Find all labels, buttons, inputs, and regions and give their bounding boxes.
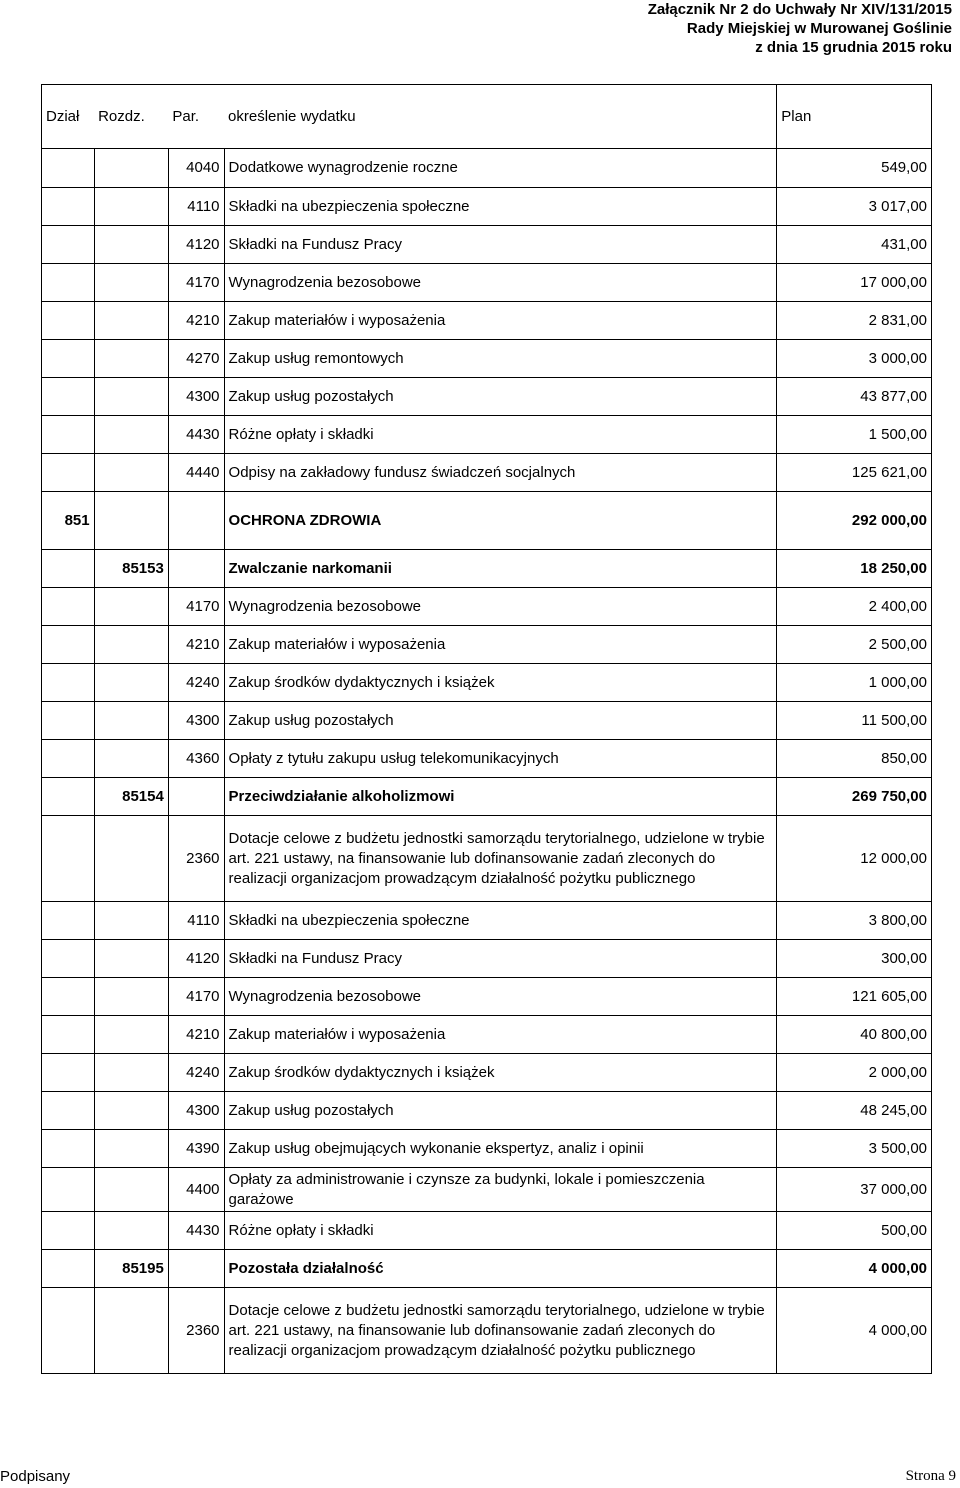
cell-par: 4300 (168, 702, 224, 740)
cell-desc: Zakup materiałów i wyposażenia (224, 1016, 777, 1054)
cell-dzial (42, 340, 95, 378)
cell-dzial (42, 149, 95, 188)
cell-desc: Zakup usług obejmujących wykonanie ekspertyz, analiz i opinii (224, 1130, 777, 1168)
cell-desc: Odpisy na zakładowy fundusz świadczeń socjalnych (224, 454, 777, 492)
cell-rozdz: 85195 (94, 1250, 168, 1288)
cell-rozdz (94, 1054, 168, 1092)
cell-dzial (42, 454, 95, 492)
table-row (42, 740, 932, 778)
cell-plan: 500,00 (777, 1212, 932, 1250)
cell-par: 4300 (168, 378, 224, 416)
cell-rozdz (94, 1016, 168, 1054)
cell-plan: 269 750,00 (777, 778, 932, 816)
cell-plan: 48 245,00 (777, 1092, 932, 1130)
cell-desc: Zakup materiałów i wyposażenia (224, 302, 777, 340)
cell-rozdz (94, 626, 168, 664)
cell-rozdz (94, 1168, 168, 1212)
table-row (42, 902, 932, 940)
header-line-2: Rady Miejskiej w Murowanej Goślinie (686, 20, 952, 37)
cell-par: 4430 (168, 416, 224, 454)
table-row (42, 1092, 932, 1130)
cell-dzial (42, 1092, 95, 1130)
header-line-3: z dnia 15 grudnia 2015 roku (755, 39, 952, 56)
table-row (42, 378, 932, 416)
cell-desc: Składki na ubezpieczenia społeczne (224, 188, 777, 226)
cell-rozdz (94, 1092, 168, 1130)
cell-dzial (42, 226, 95, 264)
cell-plan: 300,00 (777, 940, 932, 978)
document-header (648, 0, 952, 57)
cell-plan: 40 800,00 (777, 1016, 932, 1054)
col-header-par: Par. (168, 85, 224, 149)
cell-dzial: 851 (42, 492, 95, 550)
cell-dzial (42, 550, 95, 588)
budget-table (41, 84, 932, 1374)
table-row (42, 149, 932, 188)
cell-par: 4390 (168, 1130, 224, 1168)
col-header-desc: określenie wydatku (224, 85, 777, 149)
table-row (42, 1016, 932, 1054)
cell-par: 4360 (168, 740, 224, 778)
cell-dzial (42, 778, 95, 816)
table-row (42, 416, 932, 454)
table-row (42, 1250, 932, 1288)
cell-desc: Różne opłaty i składki (224, 416, 777, 454)
cell-rozdz (94, 149, 168, 188)
cell-plan: 1 500,00 (777, 416, 932, 454)
cell-rozdz (94, 302, 168, 340)
cell-par: 4240 (168, 1054, 224, 1092)
cell-plan: 3 800,00 (777, 902, 932, 940)
cell-dzial (42, 1288, 95, 1374)
col-header-plan: Plan (777, 85, 932, 149)
table-row (42, 626, 932, 664)
cell-dzial (42, 188, 95, 226)
cell-par: 4210 (168, 626, 224, 664)
cell-par (168, 492, 224, 550)
table-row (42, 816, 932, 902)
cell-desc: Wynagrodzenia bezosobowe (224, 588, 777, 626)
table-row (42, 978, 932, 1016)
cell-par: 4120 (168, 940, 224, 978)
table-row (42, 778, 932, 816)
cell-par: 2360 (168, 1288, 224, 1374)
table-row (42, 588, 932, 626)
cell-par: 4300 (168, 1092, 224, 1130)
cell-plan: 2 831,00 (777, 302, 932, 340)
cell-par: 4170 (168, 264, 224, 302)
cell-rozdz (94, 454, 168, 492)
table-row (42, 550, 932, 588)
cell-dzial (42, 816, 95, 902)
cell-rozdz (94, 940, 168, 978)
cell-desc: Przeciwdziałanie alkoholizmowi (224, 778, 777, 816)
cell-dzial (42, 1212, 95, 1250)
cell-par: 4040 (168, 149, 224, 188)
cell-par: 4210 (168, 302, 224, 340)
cell-dzial (42, 940, 95, 978)
cell-rozdz (94, 340, 168, 378)
cell-dzial (42, 902, 95, 940)
cell-plan: 11 500,00 (777, 702, 932, 740)
cell-rozdz (94, 1212, 168, 1250)
col-header-dzial: Dział (42, 85, 95, 149)
cell-par: 4170 (168, 588, 224, 626)
cell-desc: Opłaty z tytułu zakupu usług telekomunikacyjnych (224, 740, 777, 778)
cell-dzial (42, 626, 95, 664)
table-header (42, 85, 932, 149)
table-row (42, 492, 932, 550)
footer-page-number: Strona 9 (905, 1468, 956, 1484)
cell-par: 4270 (168, 340, 224, 378)
cell-dzial (42, 1016, 95, 1054)
cell-dzial (42, 664, 95, 702)
table-row (42, 664, 932, 702)
cell-desc: Dotacje celowe z budżetu jednostki samorządu terytorialnego, udzielone w trybie art. 221 ustawy, na finansowanie lub dofinansowanie zadań zleconych do realizacji organizacjom prowadzącym działalność pożytku publicznego (224, 1288, 777, 1374)
cell-desc: Zakup usług pozostałych (224, 378, 777, 416)
cell-par: 4240 (168, 664, 224, 702)
cell-par (168, 778, 224, 816)
cell-desc: Dotacje celowe z budżetu jednostki samorządu terytorialnego, udzielone w trybie art. 221 ustawy, na finansowanie lub dofinansowanie zadań zleconych do realizacji organizacjom prowadzącym działalność pożytku publicznego (224, 816, 777, 902)
cell-desc: Zakup usług pozostałych (224, 702, 777, 740)
cell-dzial (42, 1130, 95, 1168)
table-row (42, 1288, 932, 1374)
cell-plan: 292 000,00 (777, 492, 932, 550)
cell-plan: 18 250,00 (777, 550, 932, 588)
cell-dzial (42, 1054, 95, 1092)
cell-rozdz (94, 664, 168, 702)
cell-rozdz (94, 378, 168, 416)
cell-plan: 17 000,00 (777, 264, 932, 302)
cell-dzial (42, 588, 95, 626)
cell-rozdz (94, 188, 168, 226)
cell-desc: Opłaty za administrowanie i czynsze za budynki, lokale i pomieszczenia garażowe (224, 1168, 777, 1212)
cell-dzial (42, 1250, 95, 1288)
cell-plan: 121 605,00 (777, 978, 932, 1016)
table-row (42, 188, 932, 226)
table-row (42, 340, 932, 378)
cell-par: 4110 (168, 902, 224, 940)
cell-plan: 4 000,00 (777, 1250, 932, 1288)
cell-desc: Zwalczanie narkomanii (224, 550, 777, 588)
table-row (42, 1130, 932, 1168)
cell-plan: 549,00 (777, 149, 932, 188)
cell-desc: Zakup środków dydaktycznych i książek (224, 664, 777, 702)
cell-dzial (42, 702, 95, 740)
cell-rozdz (94, 1130, 168, 1168)
cell-rozdz (94, 978, 168, 1016)
cell-dzial (42, 264, 95, 302)
table-row (42, 302, 932, 340)
cell-par: 4170 (168, 978, 224, 1016)
cell-rozdz (94, 264, 168, 302)
cell-desc: Zakup materiałów i wyposażenia (224, 626, 777, 664)
table-row (42, 454, 932, 492)
header-line-1: Załącznik Nr 2 do Uchwały Nr XIV/131/2015 (647, 1, 952, 18)
cell-desc: Pozostała działalność (224, 1250, 777, 1288)
table-row (42, 1168, 932, 1212)
cell-par (168, 1250, 224, 1288)
cell-plan: 125 621,00 (777, 454, 932, 492)
cell-plan: 3 000,00 (777, 340, 932, 378)
cell-plan: 3 017,00 (777, 188, 932, 226)
cell-rozdz (94, 816, 168, 902)
cell-dzial (42, 302, 95, 340)
cell-dzial (42, 378, 95, 416)
cell-par: 4210 (168, 1016, 224, 1054)
cell-plan: 431,00 (777, 226, 932, 264)
cell-rozdz (94, 1288, 168, 1374)
cell-rozdz (94, 902, 168, 940)
cell-rozdz (94, 740, 168, 778)
cell-rozdz: 85154 (94, 778, 168, 816)
table-row (42, 940, 932, 978)
cell-plan: 850,00 (777, 740, 932, 778)
cell-desc: Zakup usług pozostałych (224, 1092, 777, 1130)
cell-par: 4110 (168, 188, 224, 226)
cell-plan: 43 877,00 (777, 378, 932, 416)
cell-par: 4400 (168, 1168, 224, 1212)
table-row (42, 1212, 932, 1250)
cell-plan: 1 000,00 (777, 664, 932, 702)
table-row (42, 702, 932, 740)
footer-signed: Podpisany (0, 1468, 71, 1485)
cell-rozdz (94, 226, 168, 264)
cell-dzial (42, 1168, 95, 1212)
cell-par (168, 550, 224, 588)
cell-desc: Wynagrodzenia bezosobowe (224, 978, 777, 1016)
cell-rozdz (94, 702, 168, 740)
cell-plan: 12 000,00 (777, 816, 932, 902)
cell-rozdz: 85153 (94, 550, 168, 588)
cell-dzial (42, 416, 95, 454)
cell-desc: Składki na Fundusz Pracy (224, 226, 777, 264)
cell-desc: Dodatkowe wynagrodzenie roczne (224, 149, 777, 188)
cell-plan: 37 000,00 (777, 1168, 932, 1212)
table-row (42, 264, 932, 302)
cell-rozdz (94, 588, 168, 626)
cell-par: 4440 (168, 454, 224, 492)
cell-desc: Zakup usług remontowych (224, 340, 777, 378)
cell-dzial (42, 740, 95, 778)
table-row (42, 226, 932, 264)
cell-par: 4430 (168, 1212, 224, 1250)
cell-plan: 2 400,00 (777, 588, 932, 626)
cell-desc: OCHRONA ZDROWIA (224, 492, 777, 550)
cell-dzial (42, 978, 95, 1016)
cell-par: 4120 (168, 226, 224, 264)
cell-par: 2360 (168, 816, 224, 902)
col-header-rozdz: Rozdz. (94, 85, 168, 149)
cell-desc: Składki na ubezpieczenia społeczne (224, 902, 777, 940)
cell-rozdz (94, 492, 168, 550)
cell-rozdz (94, 416, 168, 454)
table-row (42, 1054, 932, 1092)
cell-plan: 2 000,00 (777, 1054, 932, 1092)
cell-plan: 4 000,00 (777, 1288, 932, 1374)
cell-desc: Różne opłaty i składki (224, 1212, 777, 1250)
cell-desc: Składki na Fundusz Pracy (224, 940, 777, 978)
cell-plan: 3 500,00 (777, 1130, 932, 1168)
cell-plan: 2 500,00 (777, 626, 932, 664)
cell-desc: Wynagrodzenia bezosobowe (224, 264, 777, 302)
cell-desc: Zakup środków dydaktycznych i książek (224, 1054, 777, 1092)
